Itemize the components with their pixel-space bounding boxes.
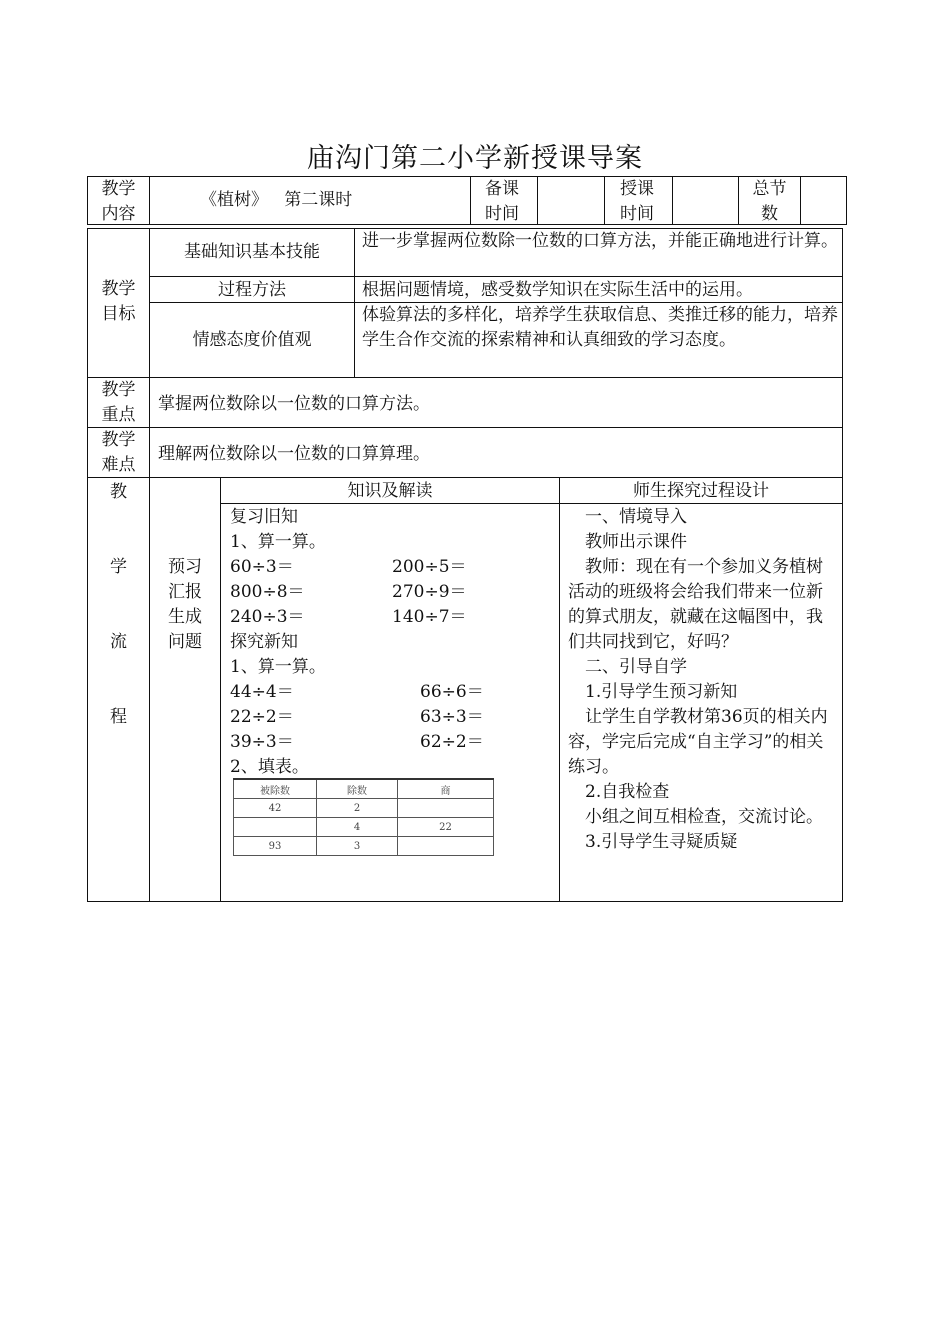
review-expr: 140÷7＝ <box>392 607 467 627</box>
review-sub: 1、算一算。 <box>230 532 326 552</box>
process-label-char-3: 流 <box>110 632 127 652</box>
goal-text-3: 体验算法的多样化，培养学生获取信息、类推迁移的能力，培养学生合作交流的探索精神和认真细致的学习态度。 <box>362 305 838 350</box>
goal-name-1: 基础知识基本技能 <box>184 242 320 262</box>
fill-table-header: 除数 <box>317 779 398 799</box>
fill-table-cell: 42 <box>234 799 317 818</box>
fill-table-header: 商 <box>398 779 494 799</box>
design-line: 3.引导学生寻疑质疑 <box>568 832 738 852</box>
key-point-label: 教学 重点 <box>101 380 136 425</box>
design-line: 二、引导自学 <box>568 657 687 677</box>
process-label-char-4: 程 <box>110 707 127 727</box>
fill-table-cell: 22 <box>398 818 494 837</box>
review-expr: 240÷3＝ <box>230 607 305 627</box>
total-label: 总节 数 <box>752 179 787 224</box>
page-title: 庙沟门第二小学新授课导案 <box>307 143 643 174</box>
process-label-char-1: 教 <box>110 482 127 502</box>
explore-expr: 39÷3＝ <box>230 732 294 752</box>
goals-label: 教学 目标 <box>101 279 136 324</box>
fill-table-cell <box>398 837 494 856</box>
explore-expr: 22÷2＝ <box>230 707 294 727</box>
design-line: 教师：现在有一个参加义务植树活动的班级将会给我们带来一位新的算式朋友，就藏在这幅图中，我们共同找到它，好吗？ <box>568 557 823 652</box>
prep-time-label: 备课 时间 <box>485 179 519 224</box>
design-line: 小组之间互相检查，交流讨论。 <box>568 807 823 827</box>
fill-table-header: 被除数 <box>234 779 317 799</box>
explore-expr: 63÷3＝ <box>420 707 484 727</box>
review-expr: 200÷5＝ <box>392 557 467 577</box>
difficulty-label: 教学 难点 <box>101 430 136 475</box>
fill-table-cell: 93 <box>234 837 317 856</box>
design-content <box>568 505 836 855</box>
review-title: 复习旧知 <box>230 507 298 527</box>
goal-text-2: 根据问题情境，感受数学知识在实际生活中的运用。 <box>362 280 753 300</box>
fill-table-cell: 4 <box>317 818 398 837</box>
review-expr: 800÷8＝ <box>230 582 305 602</box>
fill-table-cell: 3 <box>317 837 398 856</box>
goal-text-1: 进一步掌握两位数除一位数的口算方法，并能正确地进行计算。 <box>362 231 838 251</box>
design-line: 一、情境导入 <box>568 507 687 527</box>
design-line: 2.自我检查 <box>568 782 670 802</box>
design-line: 1.引导学生预习新知 <box>568 682 738 702</box>
content-value: 《植树》 第二课时 <box>200 190 353 210</box>
process-label-char-2: 学 <box>110 557 127 577</box>
explore-sub: 1、算一算。 <box>230 657 326 677</box>
knowledge-header: 知识及解读 <box>347 481 433 501</box>
fill-table-cell <box>398 799 494 818</box>
stage-label: 预习 汇报 生成 问题 <box>168 557 202 652</box>
fill-table <box>233 778 494 856</box>
review-expr: 60÷3＝ <box>230 557 294 577</box>
difficulty-text: 理解两位数除以一位数的口算算理。 <box>158 444 430 464</box>
explore-expr: 44÷4＝ <box>230 682 294 702</box>
review-expr: 270÷9＝ <box>392 582 467 602</box>
explore-expr: 62÷2＝ <box>420 732 484 752</box>
content-label: 教学 内容 <box>101 179 136 224</box>
fill-title: 2、填表。 <box>230 757 309 777</box>
teach-time-label: 授课 时间 <box>620 179 654 224</box>
key-point-text: 掌握两位数除以一位数的口算方法。 <box>158 394 430 414</box>
fill-table-cell: 2 <box>317 799 398 818</box>
explore-expr: 66÷6＝ <box>420 682 484 702</box>
goal-name-2: 过程方法 <box>218 280 286 300</box>
goal-name-3: 情感态度价值观 <box>192 330 312 350</box>
design-line: 让学生自学教材第36页的相关内容，学完后完成“自主学习”的相关练习。 <box>568 707 828 777</box>
explore-title: 探究新知 <box>230 632 298 652</box>
design-header: 师生探究过程设计 <box>633 481 769 501</box>
design-line: 教师出示课件 <box>568 532 687 552</box>
fill-table-cell <box>234 818 317 837</box>
